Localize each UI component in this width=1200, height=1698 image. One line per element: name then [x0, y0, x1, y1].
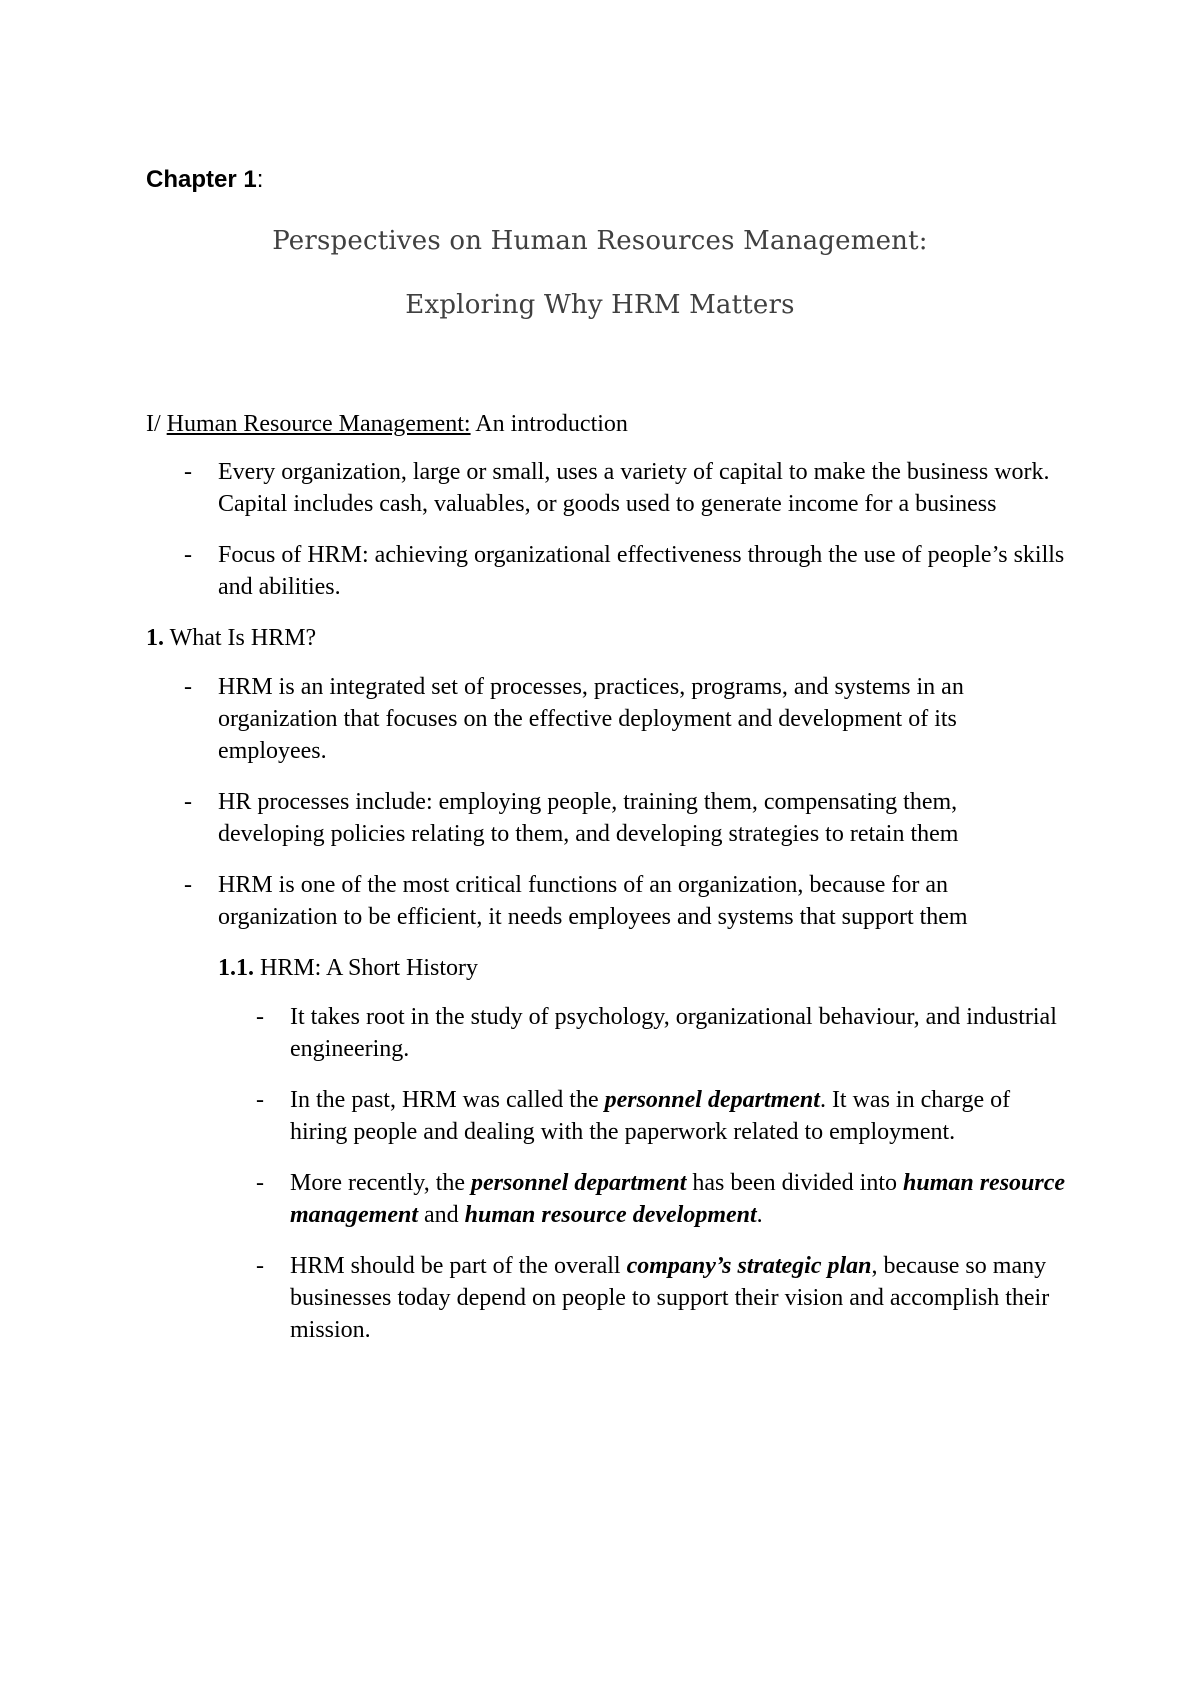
dash-bullet: - [184, 674, 192, 700]
chapter-label [146, 166, 263, 194]
list-item-text: . It was in charge of hiring people and dealing with the paperwork related to employment. [290, 1087, 1011, 1145]
dash-bullet: - [184, 789, 192, 815]
nested-subsection-heading [218, 952, 1066, 984]
list-item-text: More recently, the [290, 1170, 472, 1196]
list-item-text: HR processes include: employing people, training them, compensating them, developing policies relating to them, and developing strategies to retain them [218, 789, 959, 847]
subsection-heading [146, 622, 1066, 654]
list-item [146, 539, 1066, 603]
chapter-colon: : [256, 166, 264, 193]
title-line-1: Perspectives on Human Resources Management: [272, 226, 928, 256]
dash-bullet: - [256, 1004, 264, 1030]
section-prefix: I/ [146, 411, 167, 437]
list-item-text: HRM should be part of the overall [290, 1253, 627, 1279]
nested-bullet-list [218, 1001, 1066, 1346]
list-item [218, 1250, 1066, 1346]
list-item [218, 1084, 1066, 1148]
subsection-bullet-list [146, 671, 1066, 933]
section-heading [146, 408, 1066, 440]
list-item [146, 456, 1066, 520]
dash-bullet: - [256, 1170, 264, 1196]
subsection-number: 1. [146, 625, 164, 651]
list-item-text: has been divided into [686, 1170, 903, 1196]
list-item-text: , because so many businesses today depend on people to support their vision and accomplish their mission. [290, 1253, 1050, 1343]
dash-bullet: - [184, 459, 192, 485]
list-item-text: It takes root in the study of psychology, organizational behaviour, and industrial engineering. [290, 1004, 1057, 1062]
list-item-text: Every organization, large or small, uses a variety of capital to make the business work. Capital includes cash, valuables, or goods used to generate income for a business [218, 459, 1050, 517]
nested-subsection-title: HRM: A Short History [254, 955, 479, 981]
section-heading-rest: An introduction [470, 411, 628, 437]
list-item [146, 869, 1066, 933]
title-line-2: Exploring Why HRM Matters [405, 290, 795, 320]
document-body [146, 408, 1066, 1365]
nested-subsection-number: 1.1. [218, 955, 254, 981]
list-item-text: In the past, HRM was called the [290, 1087, 605, 1113]
emphasis-term: human resource development [464, 1202, 757, 1228]
emphasis-term: personnel department [471, 1170, 687, 1196]
subsection-title: What Is HRM? [164, 625, 317, 651]
nested-subsection [218, 952, 1066, 1346]
list-item-text: Focus of HRM: achieving organizational effectiveness through the use of people’s skills and abilities. [218, 542, 1065, 600]
list-item-text: . [756, 1202, 763, 1228]
section-heading-underlined: Human Resource Management: [166, 411, 471, 437]
list-item [218, 1001, 1066, 1065]
emphasis-term: human resource management [290, 1170, 1066, 1228]
dash-bullet: - [184, 542, 192, 568]
section-bullet-list [146, 456, 1066, 603]
emphasis-term: company’s strategic plan [626, 1253, 872, 1279]
dash-bullet: - [256, 1253, 264, 1279]
dash-bullet: - [256, 1087, 264, 1113]
list-item-text: and [418, 1202, 465, 1228]
dash-bullet: - [184, 872, 192, 898]
list-item-text: HRM is one of the most critical functions of an organization, because for an organization to be efficient, it needs employees and systems that support them [218, 872, 968, 930]
list-item [218, 1167, 1066, 1231]
list-item-text: HRM is an integrated set of processes, practices, programs, and systems in an organization that focuses on the effective deployment and development of its employees. [218, 674, 964, 764]
chapter-number: Chapter 1 [146, 166, 257, 193]
list-item [146, 786, 1066, 850]
emphasis-term: personnel department [604, 1087, 820, 1113]
list-item [146, 671, 1066, 767]
